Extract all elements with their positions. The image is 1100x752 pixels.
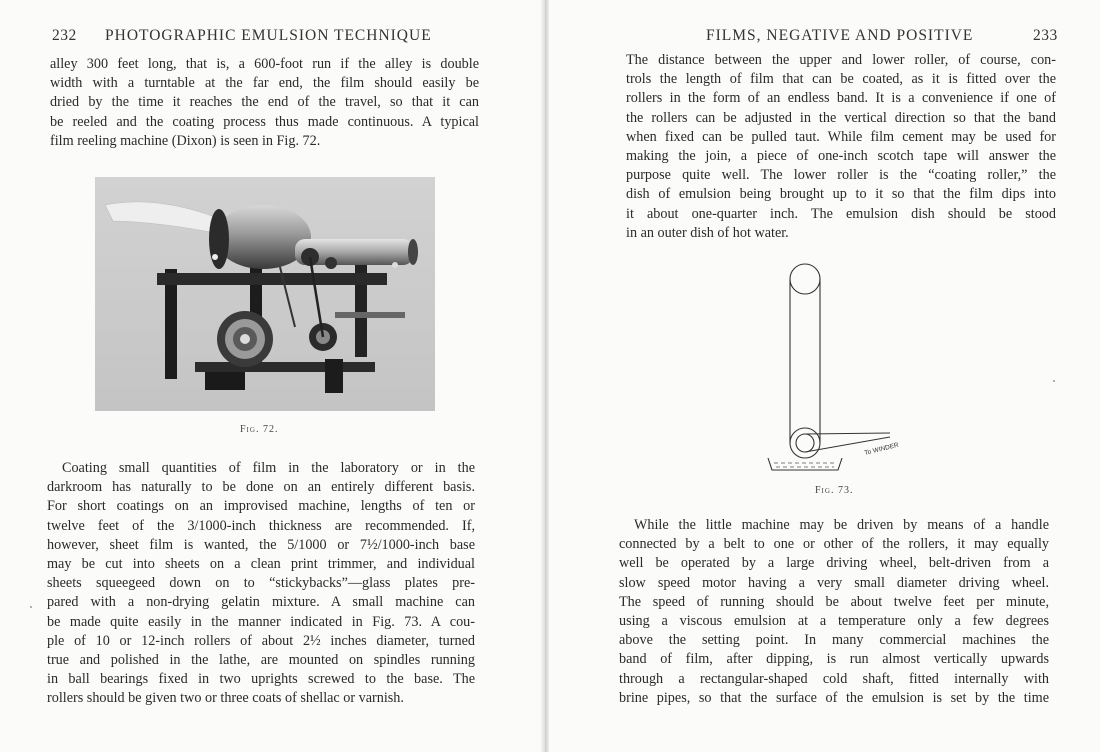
left-running-title: PHOTOGRAPHIC EMULSION TECHNIQUE	[105, 27, 432, 44]
text-line: pared with a non-drying gelatin mixture. A small machine can	[47, 594, 475, 611]
coating-machine-diagram	[765, 258, 925, 478]
left-page-number: 232	[52, 27, 77, 44]
left-page	[0, 0, 540, 752]
right-paragraph-2	[619, 516, 1049, 708]
text-line: rollers in the form of an endless band. It is a convenience if one of	[626, 90, 1056, 107]
text-line: be made quite easily in the manner indicated in Fig. 73. A cou-	[47, 613, 475, 630]
text-line: purpose quite well. The lower roller is the “coating roller,” the	[626, 167, 1056, 184]
left-paragraph-2	[47, 459, 475, 708]
text-line: in an outer dish of hot water.	[626, 224, 789, 241]
speck-mark	[30, 606, 32, 608]
lower-roller	[790, 428, 820, 458]
left-paragraph-1	[50, 55, 479, 151]
text-line: The distance between the upper and lower roller, of course, con-	[626, 52, 1056, 68]
upper-roller	[790, 264, 820, 294]
text-line: well be operated by a large driving wheel, belt-driven from a	[619, 555, 1049, 572]
speck-mark	[1053, 380, 1055, 382]
figure-72-caption: Fig. 72.	[240, 424, 279, 435]
text-line: darkroom has naturally to be done on an entirely different basis.	[47, 479, 475, 496]
text-line: width with a turntable at the far end, the film should easily be	[50, 75, 479, 92]
text-line: the rollers can be adjusted in the vertical direction so that the band	[626, 109, 1056, 126]
right-paragraph-1	[626, 51, 1056, 243]
text-line: rollers should be given two or three coats of shellac or varnish.	[47, 690, 404, 707]
text-line: however, sheet film is wanted, the 5/1000 or 7½/1000-inch base	[47, 536, 475, 553]
text-line: For short coatings on an improvised machine, lengths of ten or	[47, 498, 475, 515]
text-line: Coating small quantities of film in the laboratory or in the	[62, 460, 475, 476]
text-line: film reeling machine (Dixon) is seen in Fig. 72.	[50, 132, 321, 149]
text-line: through a rectangular-shaped cold shaft, fitted internally with	[619, 670, 1049, 687]
text-line: sheets squeegeed down on to “stickybacks”—glass plates pre-	[47, 575, 475, 592]
text-line: in ball bearings fixed in two uprights screwed to the base. The	[47, 671, 475, 688]
text-line: twelve feet of the 3/1000-inch thickness are recommended. If,	[47, 517, 475, 534]
text-line: when fixed can be pulled taut. While film cement may be used for	[626, 128, 1056, 145]
text-line: The speed of running should be about twelve feet per minute,	[619, 593, 1049, 610]
right-page-number: 233	[1033, 27, 1058, 44]
text-line: dish of emulsion being brought up to it so that the film dips into	[626, 186, 1056, 203]
text-line: trols the length of film that can be coated, as it is fitted over the	[626, 71, 1056, 88]
text-line: using a viscous emulsion at a temperature only a few degrees	[619, 612, 1049, 629]
text-line: While the little machine may be driven by means of a handle	[634, 517, 1049, 533]
text-line: ple of 10 or 12-inch rollers of about 2½ inches diameter, turned	[47, 632, 475, 649]
right-running-title: FILMS, NEGATIVE AND POSITIVE	[706, 27, 974, 44]
text-line: true and polished in the lathe, are mounted on spindles running	[47, 651, 475, 668]
text-line: connected by a belt to one or other of the rollers, it may equally	[619, 536, 1049, 553]
text-line: be reeled and the coating process thus made continuous. A typical	[50, 113, 479, 130]
text-line: alley 300 feet long, that is, a 600-foot run if the alley is double	[50, 56, 479, 72]
text-line: band of film, after dipping, is run almost vertically upwards	[619, 651, 1049, 668]
film-reeling-machine-photo	[95, 177, 435, 411]
text-line: may be cut into sheets on a clean print trimmer, and individual	[47, 555, 475, 572]
text-line: dried by the time it reaches the end of the travel, so that it can	[50, 94, 479, 111]
text-line: making the join, a piece of one-inch scotch tape will answer the	[626, 147, 1056, 164]
to-winder-label: To WINDER	[863, 441, 900, 457]
text-line: brine pipes, so that the surface of the emulsion is set by the time	[619, 689, 1049, 706]
emulsion-dish	[768, 458, 842, 470]
text-line: above the setting point. In many commercial machines the	[619, 632, 1049, 649]
figure-73-caption: Fig. 73.	[815, 485, 854, 496]
text-line: it about one-quarter inch. The emulsion dish should be stood	[626, 205, 1056, 222]
lower-roller-inner	[796, 434, 814, 452]
book-gutter	[541, 0, 549, 752]
text-line: slow speed motor having a very small diameter driving wheel.	[619, 574, 1049, 591]
